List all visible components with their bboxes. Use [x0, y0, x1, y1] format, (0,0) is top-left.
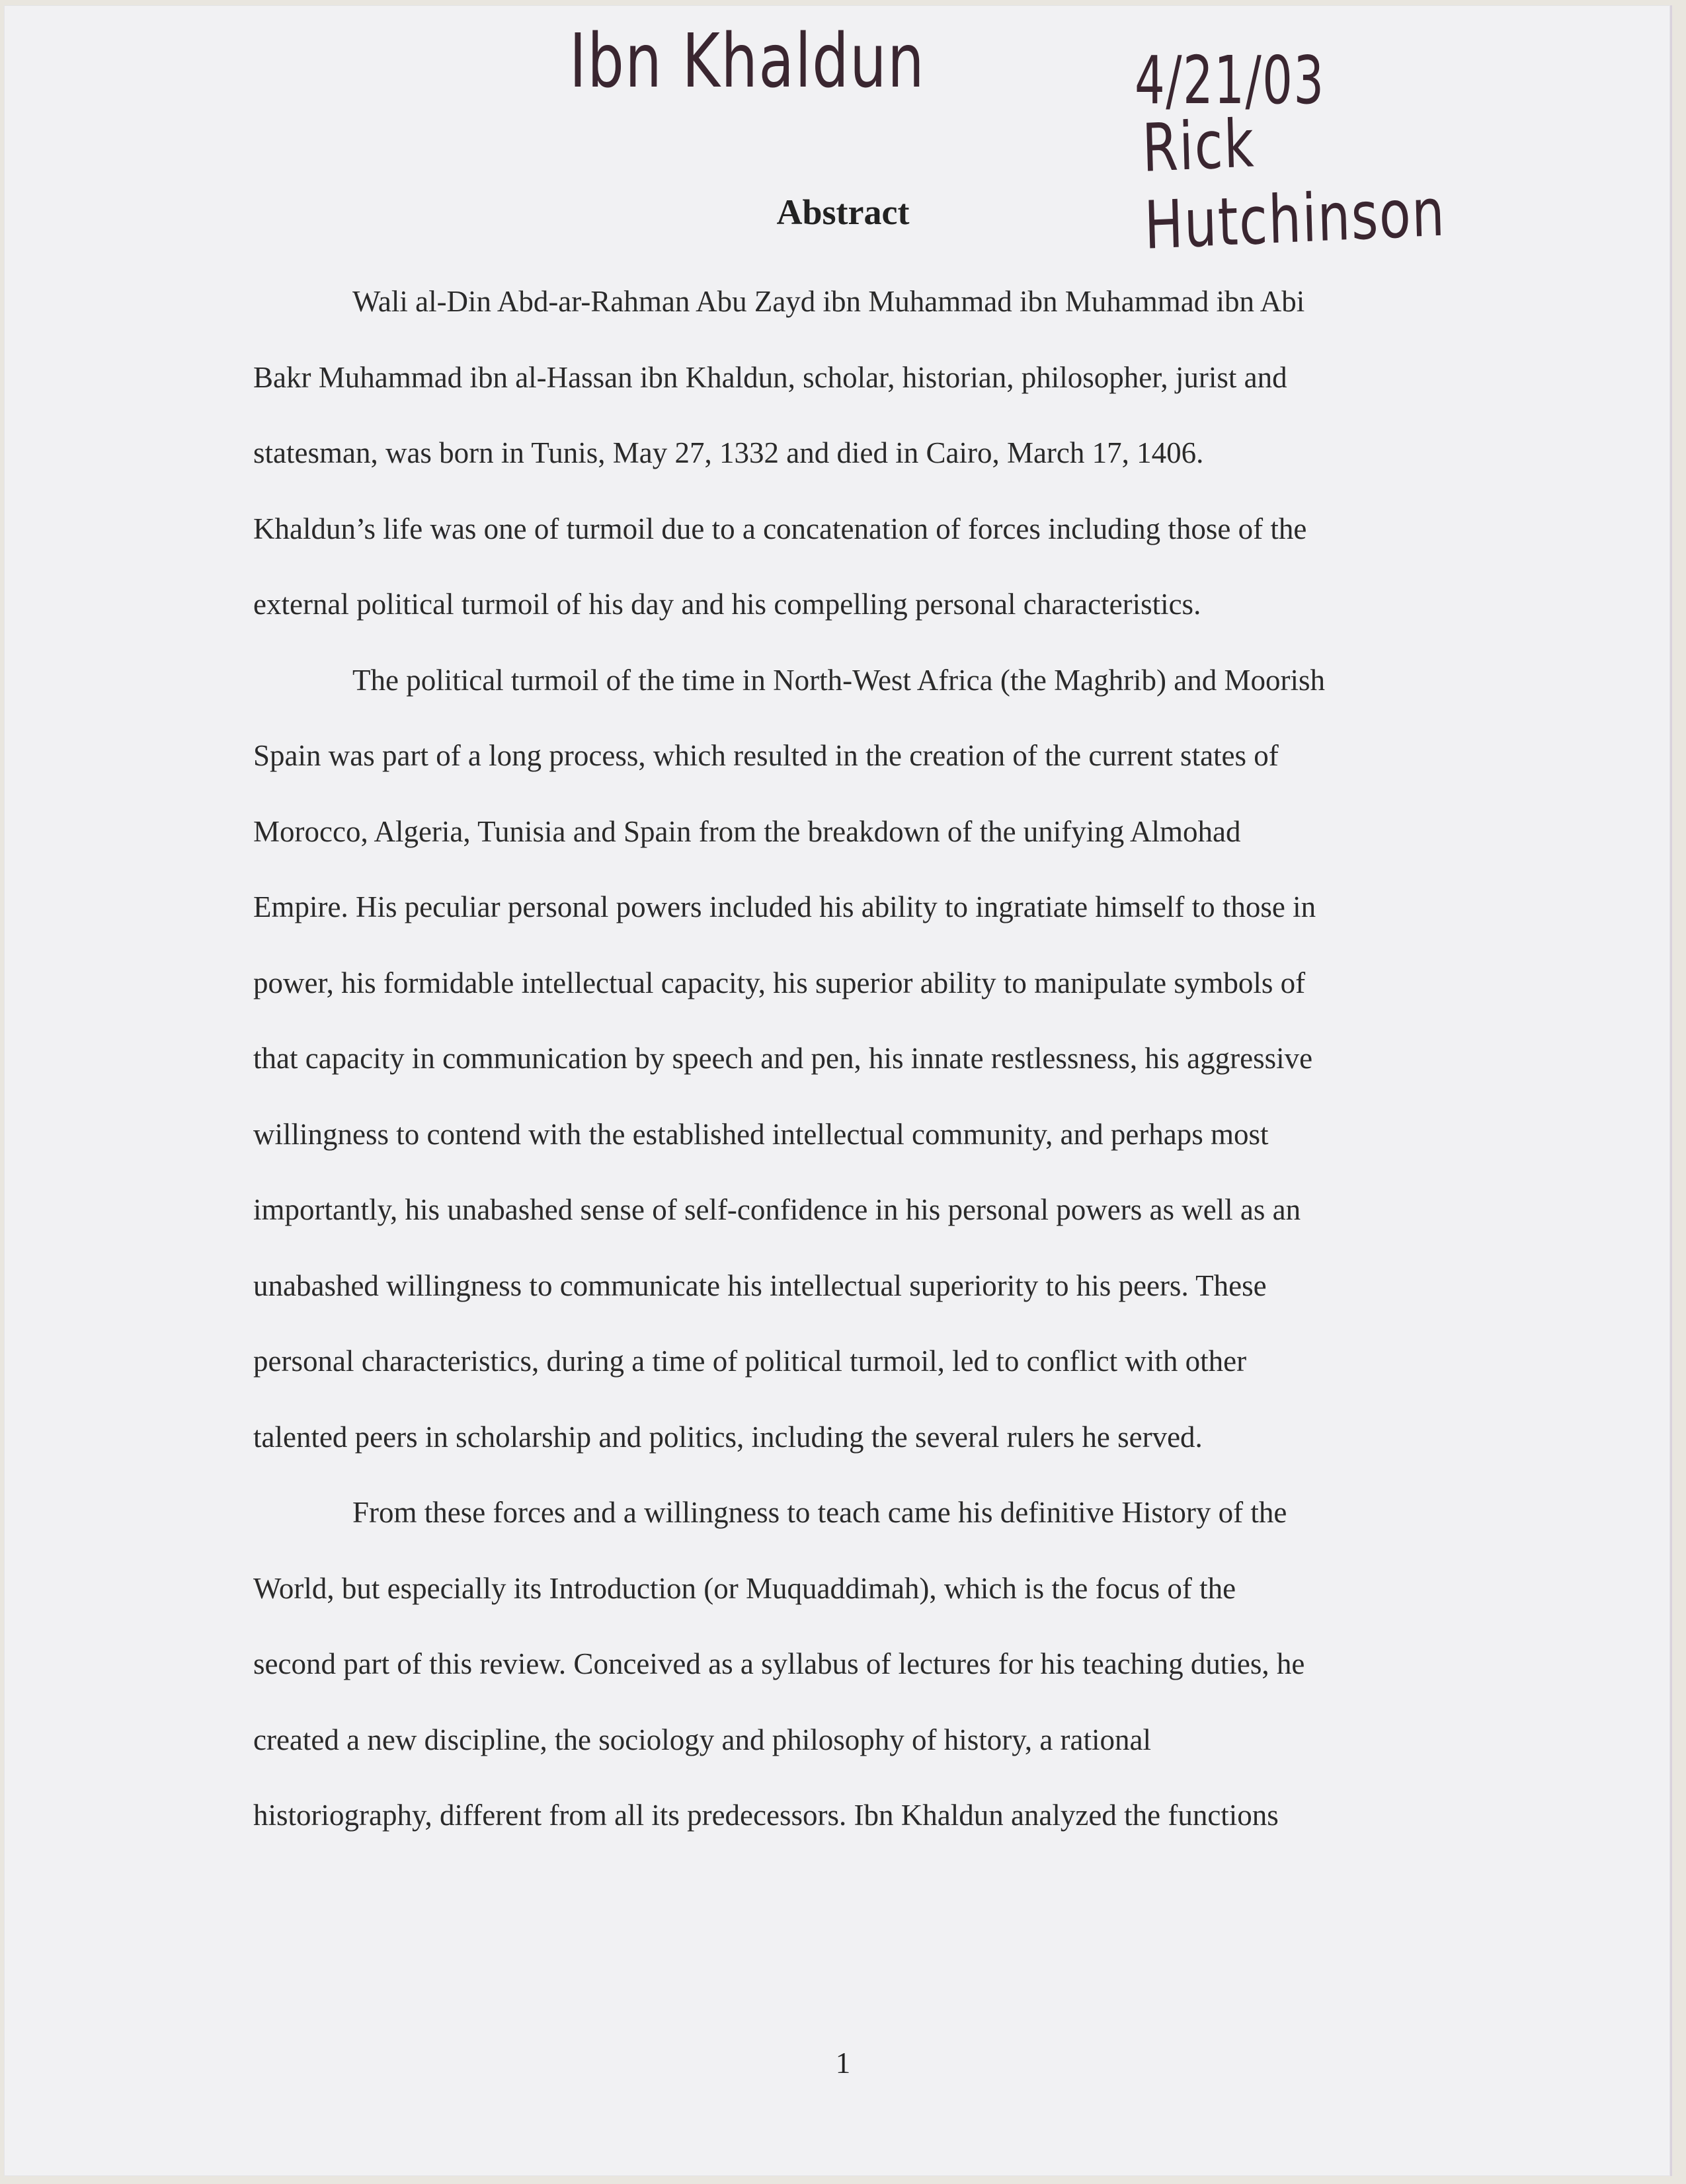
page-number: 1 [835, 2047, 851, 2080]
text-line: Empire. His peculiar personal powers included his ability to ingratiate himself to those in [253, 890, 1316, 923]
text-line: Spain was part of a long process, which resulted in the creation of the current states of [253, 739, 1279, 772]
text-line: Khaldun’s life was one of turmoil due to a concatenation of forces including those of the [253, 512, 1307, 545]
text-line: Bakr Muhammad ibn al-Hassan ibn Khaldun, scholar, historian, philosopher, jurist and [253, 360, 1287, 394]
text-line: statesman, was born in Tunis, May 27, 1332 and died in Cairo, March 17, 1406. [253, 436, 1204, 469]
text-line: The political turmoil of the time in North-West Africa (the Maghrib) and Moorish [352, 663, 1326, 697]
handwritten-date: 4/21/03 [1135, 42, 1325, 119]
handwritten-author: Rick Hutchinson [1141, 104, 1447, 264]
abstract-body [253, 278, 1509, 1867]
text-line: importantly, his unabashed sense of self-confidence in his personal powers as well as an [253, 1193, 1301, 1226]
text-line: historiography, different from all its predecessors. Ibn Khaldun analyzed the functions [253, 1799, 1279, 1832]
text-line: external political turmoil of his day and his compelling personal characteristics. [253, 588, 1201, 621]
text-line: Wali al-Din Abd-ar-Rahman Abu Zayd ibn Muhammad ibn Muhammad ibn Abi [352, 285, 1305, 318]
text-line: willingness to contend with the established intellectual community, and perhaps most [253, 1117, 1269, 1151]
handwritten-title: Ibn Khaldun [569, 19, 926, 104]
text-line: World, but especially its Introduction (or Muquaddimah), which is the focus of the [253, 1571, 1236, 1605]
text-line: talented peers in scholarship and politics, including the several rulers he served. [253, 1420, 1203, 1454]
text-line: that capacity in communication by speech and pen, his innate restlessness, his aggressive [253, 1042, 1313, 1075]
text-line: personal characteristics, during a time of political turmoil, led to conflict with other [253, 1345, 1247, 1378]
text-line: Morocco, Algeria, Tunisia and Spain from the breakdown of the unifying Almohad [253, 814, 1241, 848]
text-line: second part of this review. Conceived as a syllabus of lectures for his teaching duties, he [253, 1647, 1305, 1680]
text-line: From these forces and a willingness to teach came his definitive History of the [352, 1496, 1287, 1529]
text-line: created a new discipline, the sociology and philosophy of history, a rational [253, 1723, 1151, 1756]
abstract-heading: Abstract [776, 192, 910, 232]
text-line: power, his formidable intellectual capacity, his superior ability to manipulate symbols of [253, 966, 1306, 999]
text-line: unabashed willingness to communicate his intellectual superiority to his peers. These [253, 1268, 1267, 1302]
